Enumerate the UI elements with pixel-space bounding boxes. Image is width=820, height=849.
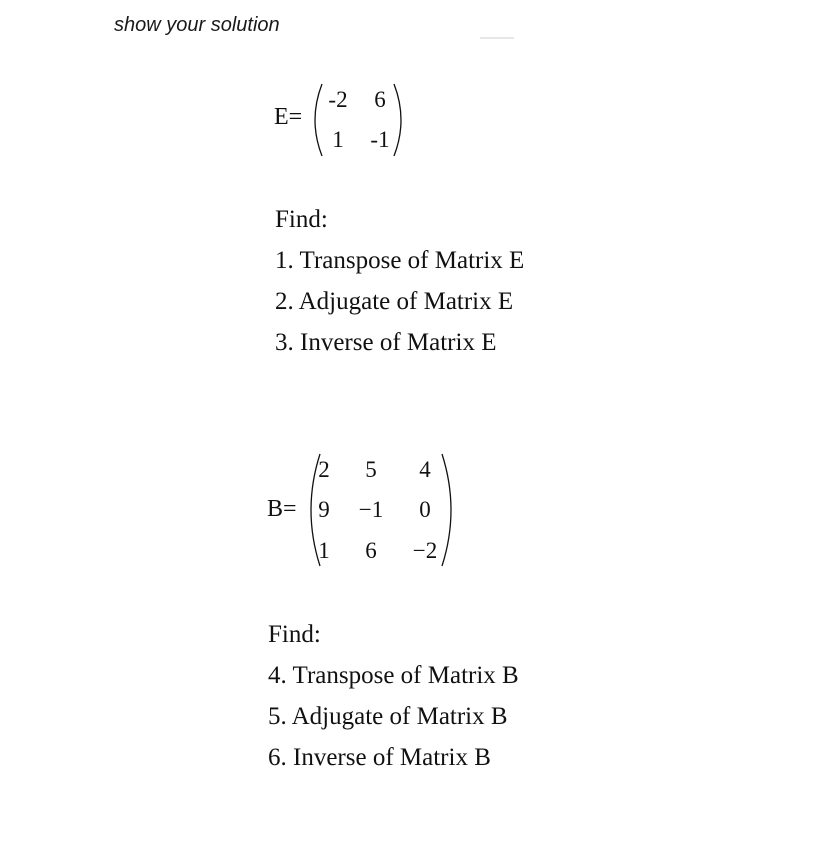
- matrix-e-cell-r2c1: 1: [332, 127, 344, 152]
- tasks-b-item: 5. Adjugate of Matrix B: [268, 703, 508, 730]
- matrix-b-cell-r2c3: 0: [419, 497, 431, 522]
- matrix-e-label: E=: [274, 104, 303, 130]
- tasks-e-item: 3. Inverse of Matrix E: [275, 329, 497, 356]
- matrix-b-cell-r2c1: 9: [318, 497, 330, 522]
- faint-mark: [480, 37, 514, 39]
- matrix-b-cell-r1c3: 4: [419, 457, 431, 482]
- tasks-e-heading: Find:: [275, 206, 328, 233]
- tasks-e-item: 2. Adjugate of Matrix E: [275, 288, 514, 315]
- matrix-b-cell-r3c3: −2: [412, 538, 438, 563]
- matrix-b-cell-r1c1: 2: [318, 457, 330, 482]
- matrix-b-cell-r2c2: −1: [358, 497, 384, 522]
- tasks-b: [268, 614, 519, 778]
- matrix-b-cell-r3c2: 6: [365, 538, 377, 563]
- matrix-b-label: B=: [267, 496, 297, 522]
- tasks-e: [275, 199, 524, 363]
- tasks-b-item: 6. Inverse of Matrix B: [268, 744, 491, 771]
- matrix-b-cell-r3c1: 1: [318, 538, 330, 563]
- matrix-e-cell-r1c2: 6: [374, 87, 386, 112]
- tasks-b-heading: Find:: [268, 621, 321, 648]
- matrix-e-cell-r1c1: -2: [328, 87, 348, 112]
- instruction-text: show your solution: [114, 14, 280, 36]
- tasks-e-item: 1. Transpose of Matrix E: [275, 247, 525, 274]
- tasks-b-item: 4. Transpose of Matrix B: [268, 662, 519, 689]
- matrix-b-cell-r1c2: 5: [365, 457, 377, 482]
- matrix-e-cell-r2c2: -1: [370, 127, 390, 152]
